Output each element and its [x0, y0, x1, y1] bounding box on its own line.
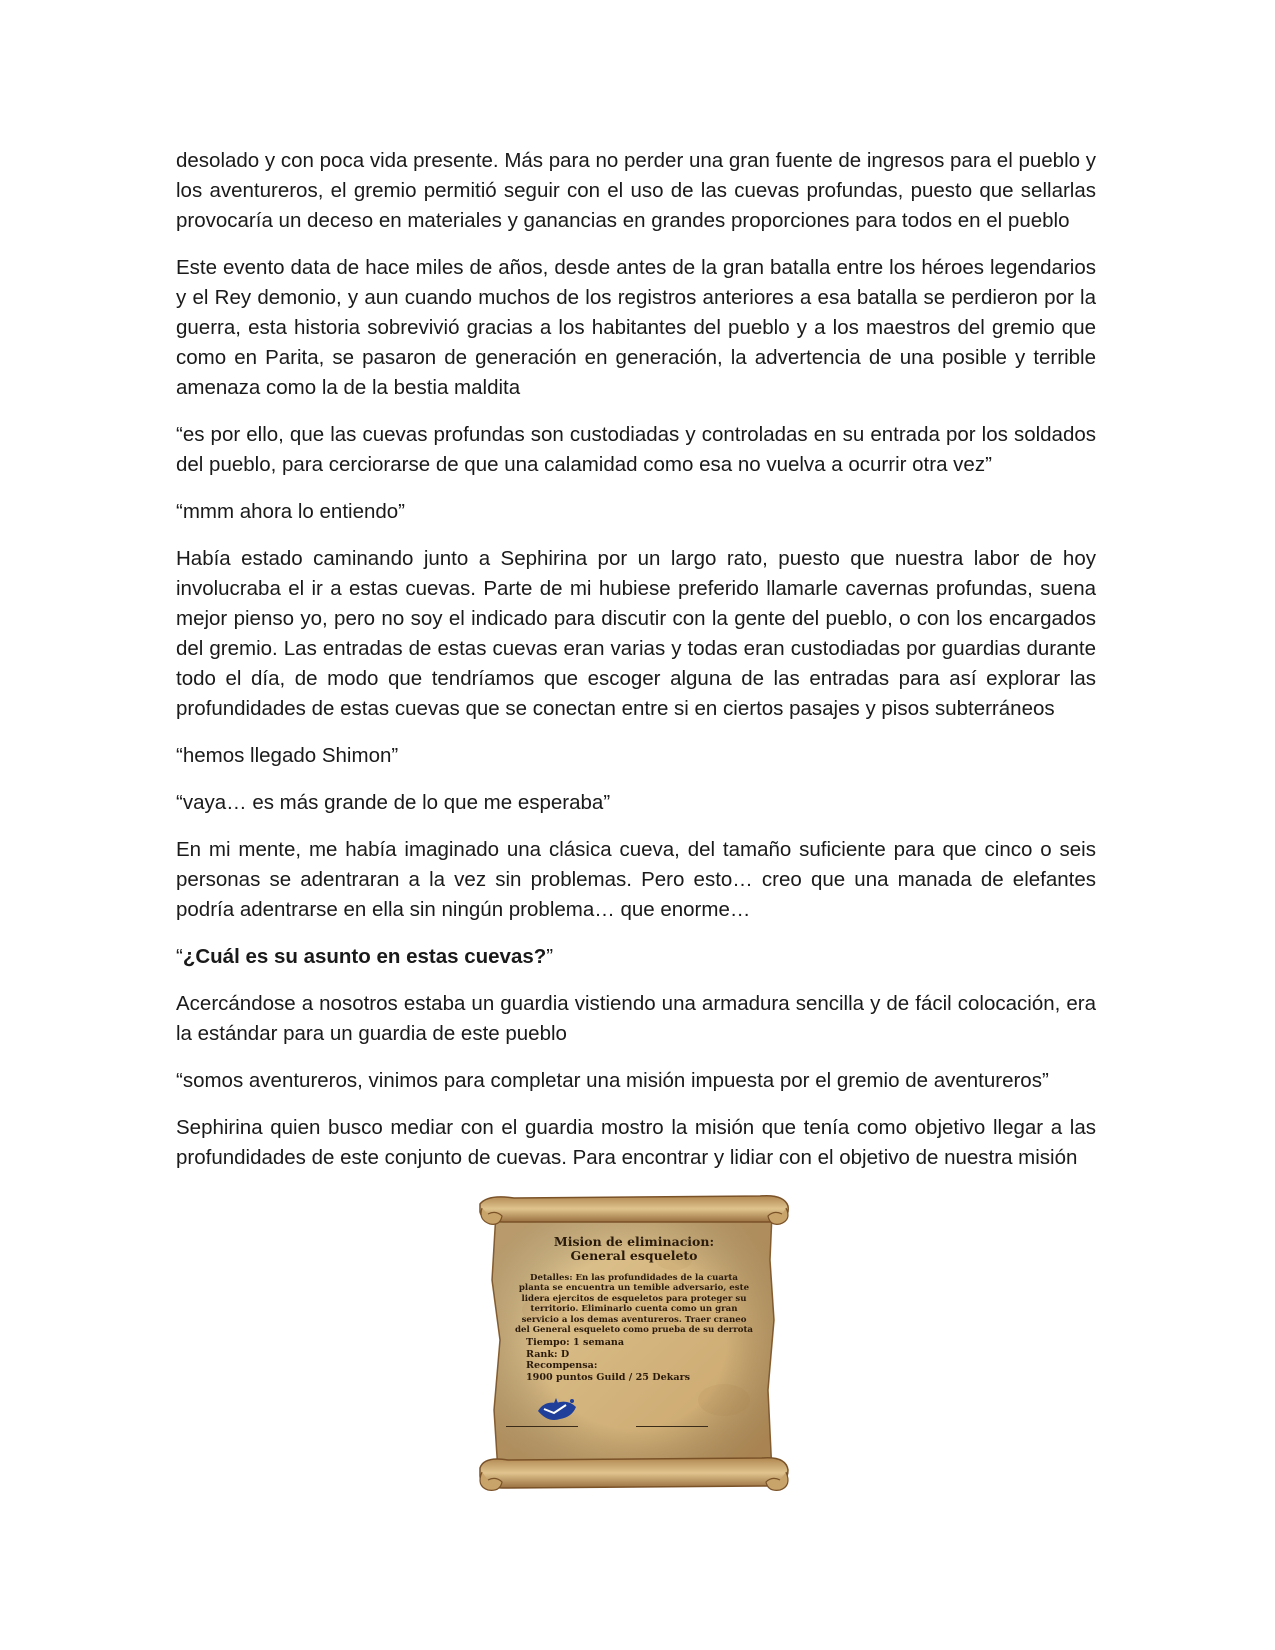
open-quote: “: [176, 945, 183, 968]
scroll-details: Detalles: En las profundidades de la cuarta planta se encuentra un temible adversario, este lidera ejercitos de esqueletos para proteger su territorio. Eliminarlo cuenta como un gran servicio a los demas aventureros. Traer craneo del General esqueleto como prueba de su derrota: [514, 1273, 753, 1336]
signature-line-right: [636, 1426, 708, 1427]
paragraph: “vaya… es más grande de lo que me esperaba”: [176, 791, 611, 814]
scroll-rank: Rank: D: [526, 1348, 570, 1360]
scroll-title-line1: Mision de eliminacion:: [553, 1234, 715, 1249]
scroll-reward-value: 1900 puntos Guild / 25 Dekars: [526, 1371, 691, 1383]
paragraph: Este evento data de hace miles de años, desde antes de la gran batalla entre los héroes legendarios y el Rey demonio, y aun cuando muchos de los registros anteriores a esa batalla se perdieron por la guerra, esta historia sobrevivió gracias a los habitantes del pueblo y a los maestros del gremio que como en Parita, se pasaron de generación en generación, la advertencia de una posible y terrible amenaza como la de la bestia maldita: [176, 256, 1096, 399]
guard-question: ¿Cuál es su asunto en estas cuevas?: [182, 945, 547, 968]
guard-question-paragraph: [176, 942, 1096, 972]
paragraph: desolado y con poca vida presente. Más para no perder una gran fuente de ingresos para el pueblo y los aventureros, el gremio permitió seguir con el uso de las cuevas profundas, puesto que sellarlas provocaría un deceso en materiales y ganancias en grandes proporciones para todos en el pueblo: [176, 149, 1096, 232]
scroll-content: [514, 1235, 754, 1383]
signature-line-left: [506, 1426, 578, 1427]
scroll-reward-label: Recompensa:: [526, 1360, 598, 1372]
paragraph: “mmm ahora lo entiendo”: [176, 500, 406, 523]
paragraph: “hemos llegado Shimon”: [176, 744, 399, 767]
guild-emblem-icon: [534, 1395, 580, 1425]
close-quote: ”: [546, 945, 554, 968]
document-body: [176, 146, 1096, 1190]
scroll-time: Tiempo: 1 semana: [526, 1337, 625, 1349]
paragraph: En mi mente, me había imaginado una clásica cueva, del tamaño suficiente para que cinco o seis personas se adentraran a la vez sin problemas. Pero esto… creo que una manada de elefantes podría adentrarse en ella sin ningún problema… que enorme…: [176, 838, 1096, 921]
paragraph: Había estado caminando junto a Sephirina por un largo rato, puesto que nuestra labor de hoy involucraba el ir a estas cuevas. Parte de mi hubiese preferido llamarle cavernas profundas, suena mejor pienso yo, pero no soy el indicado para discutir con la gente del pueblo, o con los encargados del gremio. Las entradas de estas cuevas eran varias y todas eran custodiadas por guardias durante todo el día, de modo que tendríamos que escoger alguna de las entradas para así explorar las profundidades de estas cuevas que se conectan entre si en ciertos pasajes y pisos subterráneos: [176, 547, 1096, 720]
paragraph: “es por ello, que las cuevas profundas son custodiadas y controladas en su entrada por los soldados del pueblo, para cerciorarse de que una calamidad como esa no vuelva a ocurrir otra vez”: [176, 423, 1096, 476]
scroll-title-line2: General esqueleto: [570, 1248, 698, 1263]
paragraph: “somos aventureros, vinimos para completar una misión impuesta por el gremio de aventureros”: [176, 1069, 1049, 1092]
paragraph: Sephirina quien busco mediar con el guardia mostro la misión que tenía como objetivo llegar a las profundidades de este conjunto de cuevas. Para encontrar y lidiar con el objetivo de nuestra misión: [176, 1116, 1096, 1169]
quest-scroll-image: [474, 1190, 794, 1495]
paragraph: Acercándose a nosotros estaba un guardia vistiendo una armadura sencilla y de fácil colocación, era la estándar para un guardia de este pueblo: [176, 992, 1096, 1045]
